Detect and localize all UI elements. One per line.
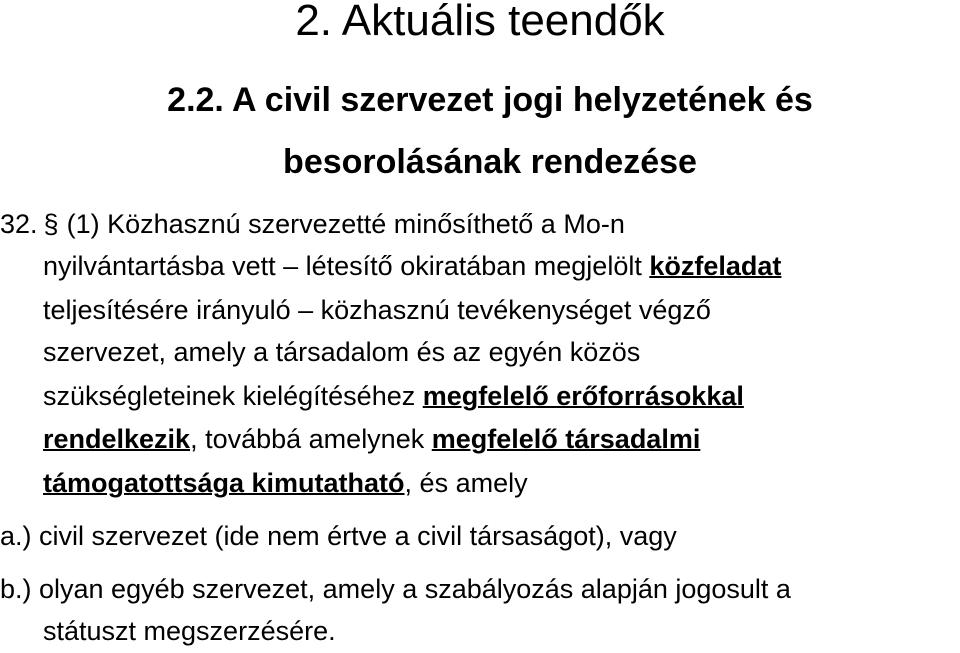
emphasis-text: támogatottsága kimutatható xyxy=(43,468,405,498)
section-subtitle-line-1: 2.2. A civil szervezet jogi helyzetének és xyxy=(167,81,813,119)
paragraph-line-6 xyxy=(43,421,700,457)
paragraph-line-1 xyxy=(0,206,625,242)
paragraph-line-4: szervezet, amely a társadalom és az egyén közös xyxy=(43,337,641,367)
paragraph-text: szükségleteinek kielégítéséhez xyxy=(43,381,423,411)
paragraph-line-3: teljesítésére irányuló – közhasznú tevékenységet végző xyxy=(43,295,711,325)
emphasis-text: közfeladat xyxy=(649,251,782,281)
list-item-a: a.) civil szervezet (ide nem értve a civil társaságot), vagy xyxy=(0,521,677,551)
emphasis-text: megfelelő társadalmi xyxy=(431,424,701,454)
paragraph-text: (1) Közhasznú szervezetté minősíthető a Mo-n xyxy=(66,209,625,239)
list-item-b: b.) olyan egyéb szervezet, amely a szabályozás alapján jogosult a xyxy=(0,574,791,604)
paragraph-line-2 xyxy=(43,248,781,284)
emphasis-text: megfelelő erőforrásokkal xyxy=(422,381,744,411)
paragraph-number: 32. xyxy=(0,209,38,239)
list-item-b-continued: státuszt megszerzésére. xyxy=(43,616,336,646)
paragraph-text: , és amely xyxy=(404,468,528,498)
paragraph-line-7 xyxy=(43,465,528,501)
section-subtitle-line-2: besorolásának rendezése xyxy=(283,143,697,181)
paragraph-text: nyilvántartásba vett – létesítő okiratában megjelölt xyxy=(43,251,650,281)
emphasis-text: rendelkezik xyxy=(43,424,191,454)
paragraph-line-5 xyxy=(43,378,744,414)
section-sign-icon: § xyxy=(43,209,59,239)
page-title: 2. Aktuális teendők xyxy=(295,0,665,45)
paragraph-text: , továbbá amelynek xyxy=(190,424,432,454)
